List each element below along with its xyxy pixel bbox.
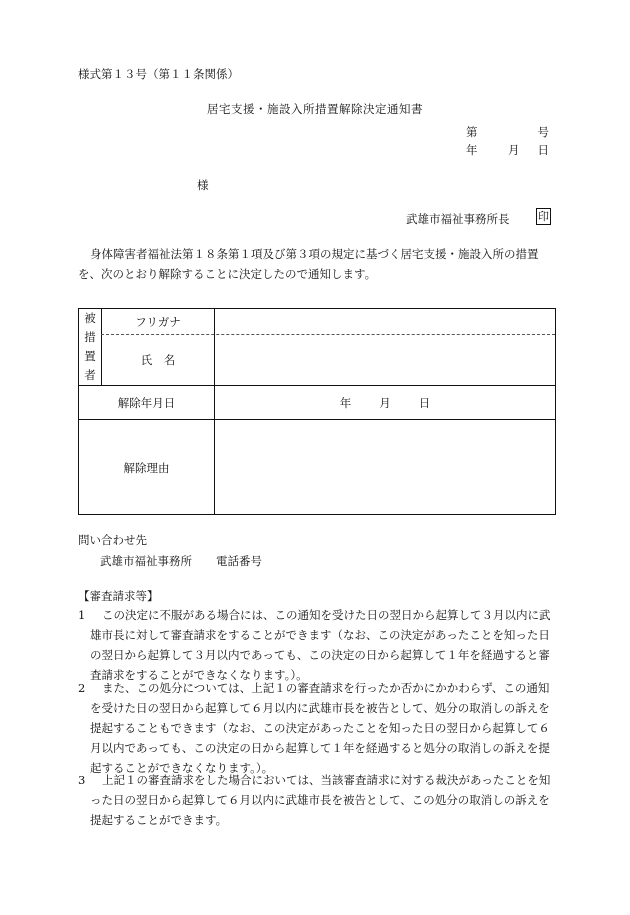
- group-label-char: 措: [84, 330, 96, 344]
- appeal-item-number: 2: [78, 681, 86, 695]
- furigana-value: [215, 309, 555, 334]
- notice-body-text: 身体障害者福祉法第１８条第１項及び第３項の規定に基づく居宅支援・施設入所の措置を、次のとおり解除することに決定したので通知します。: [78, 247, 539, 281]
- seal-mark: 印: [538, 210, 549, 223]
- number-suffix: 号: [537, 125, 549, 139]
- addressee-honorific: 様: [197, 178, 209, 192]
- date-month: 月: [508, 143, 520, 157]
- cancel-date-month: 月: [379, 395, 391, 410]
- group-label-char: 被: [84, 311, 96, 325]
- cancel-date-label: 解除年月日: [117, 395, 176, 410]
- reason-label: 解除理由: [123, 460, 170, 475]
- form-number: 様式第１３号（第１１条関係）: [78, 67, 239, 81]
- date-year: 年: [466, 143, 478, 157]
- group-label-char: 者: [84, 368, 96, 382]
- appeal-heading: 【審査請求等】: [78, 589, 159, 603]
- appeal-item-number: 1: [78, 608, 86, 622]
- name-label: 氏 名: [140, 353, 176, 367]
- notice-table: [78, 308, 556, 515]
- group-label-char: 置: [84, 349, 96, 363]
- appeal-item: [78, 770, 554, 830]
- document-title: 居宅支援・施設入所措置解除決定通知書: [207, 102, 423, 116]
- subject-group-label: [79, 309, 101, 385]
- furigana-label: フリガナ: [135, 314, 181, 329]
- appeal-item-text: この決定に不服がある場合には、この通知を受けた日の翌日から起算して３月以内に武雄市長に対して審査請求をすることができます（なお、この決定があったことを知った日の翌日から起算して３月以内であっても、この決定の日から起算して１年を経過すると審査請求をすることができなくなります。）。: [90, 608, 551, 682]
- cancel-date-day: 日: [418, 395, 431, 410]
- reason-value: [215, 420, 555, 515]
- contact-heading: 問い合わせ先: [78, 533, 147, 547]
- issuer-name: 武雄市福祉事務所長: [406, 212, 510, 226]
- contact-phone-label: 電話番号: [216, 554, 262, 568]
- cancel-date-value: [215, 386, 555, 419]
- contact-line: [100, 553, 262, 569]
- appeal-item-text: また、この処分については、上記１の審査請求を行ったか否かにかかわらず、この通知を受けた日の翌日から起算して６月以内に武雄市長を被告として、処分の取消しの訴えを提起することもできます（なお、この決定があったことを知った日の翌日から起算して６月以内であっても、この決定の日から起算して１年を経過すると処分の取消しの訴えを提起することができなくなります。）。: [90, 681, 550, 775]
- name-value: [215, 335, 555, 385]
- appeal-item-number: 3: [78, 773, 86, 787]
- contact-office: 武雄市福祉事務所: [100, 554, 192, 568]
- date-day: 日: [537, 143, 549, 157]
- appeal-item-text: 上記１の審査請求をした場合においては、当該審査請求に対する裁決があったことを知った日の翌日から起算して６月以内に武雄市長を被告として、この処分の取消しの訴えを提起することができます。: [90, 773, 551, 827]
- appeal-item: [78, 605, 554, 685]
- number-prefix: 第: [466, 125, 478, 139]
- cancel-date-year: 年: [339, 395, 352, 410]
- appeal-item: [78, 678, 554, 778]
